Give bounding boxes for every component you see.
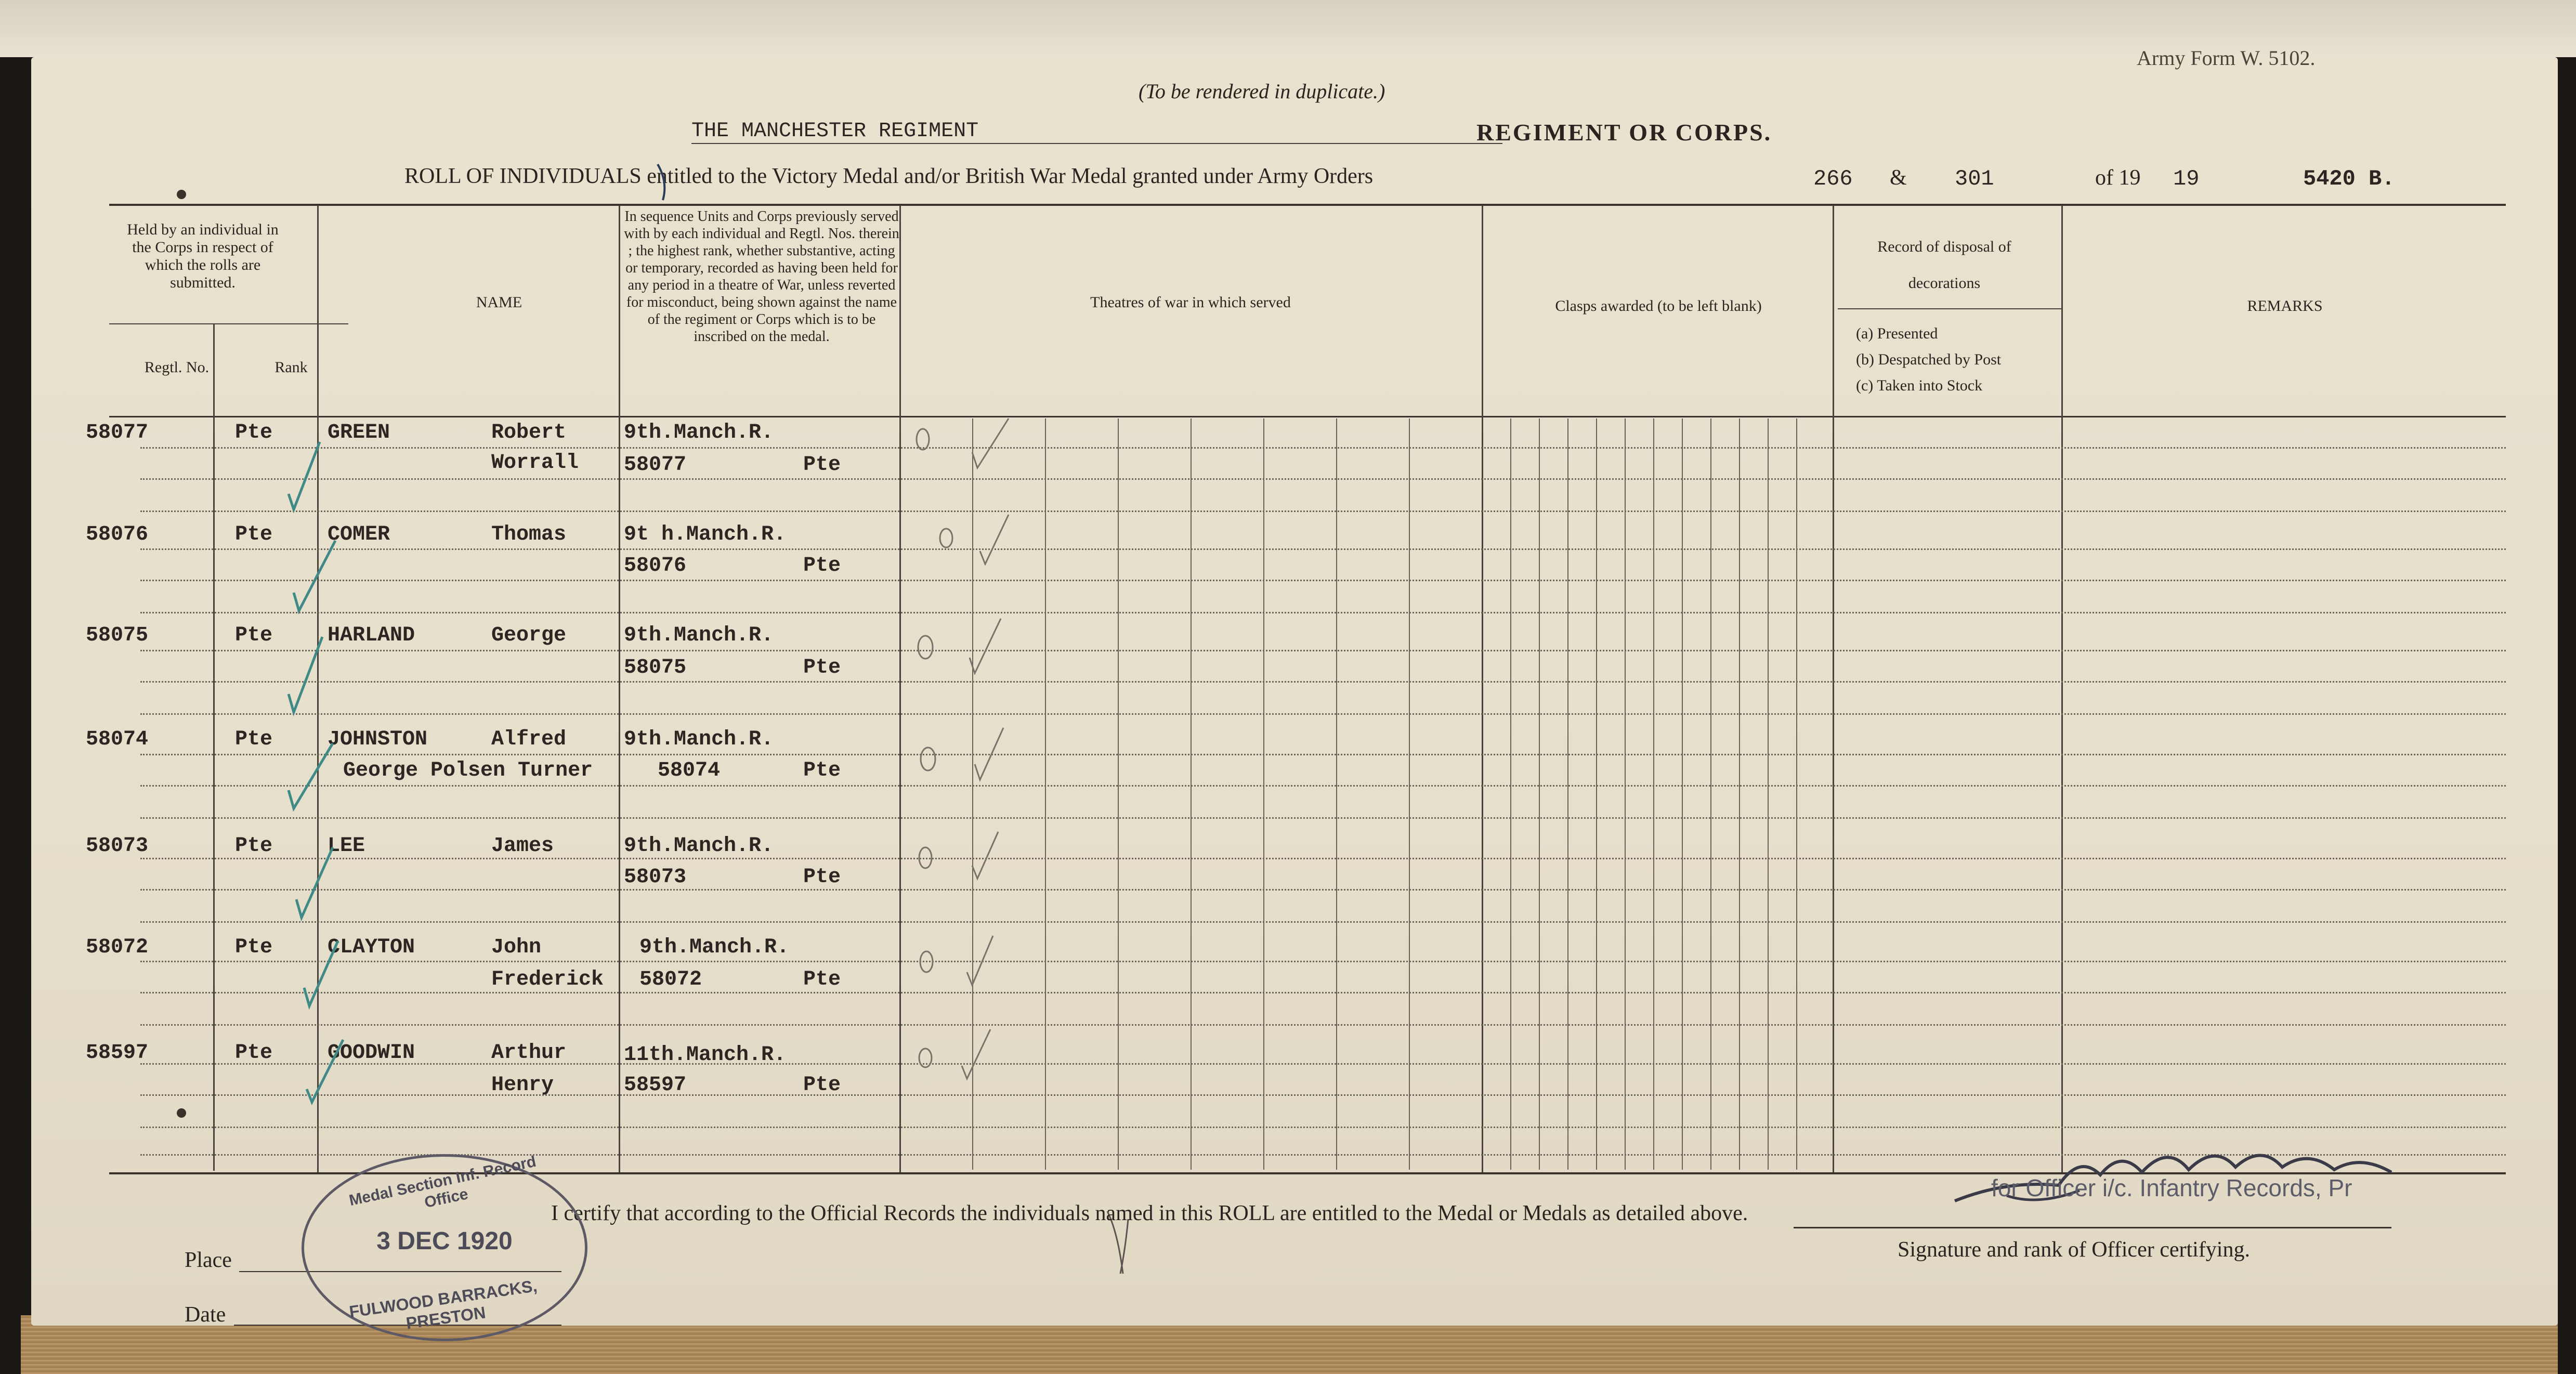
regtl-no: 58597 <box>86 1041 149 1065</box>
check-icon <box>289 743 333 808</box>
regiment-or-corps-label: REGIMENT OR CORPS. <box>1476 119 1772 146</box>
stamp-top-text: Medal Section Inf. Record Office <box>347 1153 538 1212</box>
green-check-marks <box>289 442 343 1102</box>
unit-number: 58597 <box>624 1074 687 1097</box>
unit: 11th.Manch.R. <box>624 1043 787 1067</box>
form-number: Army Form W. 5102. <box>2137 46 2316 70</box>
unit-number: 58077 <box>624 453 687 477</box>
disposal-option-a: (a) Presented <box>1856 325 1938 342</box>
regtl-no: 58072 <box>86 936 149 959</box>
date-label: Date <box>185 1303 226 1327</box>
forename: Arthur <box>491 1041 567 1065</box>
year-value: 19 <box>2173 166 2200 191</box>
unit: 9th.Manch.R. <box>624 728 774 751</box>
regtl-no: 58074 <box>86 728 149 751</box>
forename: Alfred <box>491 728 567 751</box>
place-label: Place <box>185 1248 232 1272</box>
certification-text: I certify that according to the Official Records the individuals named in this ROLL are entitled to the Medal or Medals as detailed above. <box>551 1201 1748 1225</box>
binding-hole <box>177 190 186 199</box>
surname: LEE <box>328 834 365 858</box>
forename-line2: Henry <box>491 1074 554 1097</box>
disposal-header: Record of disposal of decorations <box>1877 238 2011 292</box>
unit-number: 58074 <box>658 759 721 782</box>
check-icon <box>980 515 1009 564</box>
binding-hole <box>177 1108 186 1118</box>
held-by-header: Held by an individual in the Corps in respect of which the rolls are submitted. <box>127 221 279 291</box>
regtl-no: 58075 <box>86 624 149 647</box>
check-icon <box>289 637 322 712</box>
surname: HARLAND <box>328 624 415 647</box>
circle-icon <box>918 636 933 659</box>
rank: Pte <box>235 1041 273 1065</box>
pencil-marks <box>917 418 1009 1079</box>
rank: Pte <box>235 421 273 444</box>
roll-reference: 5420 B. <box>2303 166 2395 191</box>
unit: 9t h.Manch.R. <box>624 523 787 546</box>
check-icon <box>972 832 998 879</box>
roll-page <box>31 46 2558 1333</box>
surname: GOODWIN <box>328 1041 415 1065</box>
clasps-header: Clasps awarded (to be left blank) <box>1555 297 1762 315</box>
unit-number: 58073 <box>624 866 687 889</box>
check-icon <box>296 847 333 918</box>
rank: Pte <box>235 834 273 858</box>
check-icon <box>962 1029 990 1079</box>
duplicate-note: (To be rendered in duplicate.) <box>1139 80 1385 103</box>
units-header: In sequence Units and Corps previously served with by each individual and Regtl. Nos. therein ; the highest rank, whether substantive, acting or temporary, recorded as having been held for any period in a theatre of War, unless reverted for misconduct, being shown against the name of the regiment or Corps which is to be inscribed on the medal. <box>624 208 899 345</box>
rank-header: Rank <box>274 359 308 376</box>
officer-title-stamp: for Officer i/c. Infantry Records, Pr <box>1991 1174 2352 1201</box>
forename-line2: Frederick <box>491 968 604 991</box>
rank: Pte <box>235 624 273 647</box>
check-icon <box>304 941 338 1006</box>
rank: Pte <box>235 523 273 546</box>
check-icon <box>967 936 993 985</box>
disposal-option-c: (c) Taken into Stock <box>1856 377 1983 394</box>
record-office-stamp <box>302 1154 587 1341</box>
unit-number: 58075 <box>624 656 687 679</box>
of-year-label: of 19 <box>2095 166 2141 190</box>
regtl-no: 58076 <box>86 523 149 546</box>
regtl-no: 58073 <box>86 834 149 858</box>
unit-rank: Pte <box>803 656 841 679</box>
unit-rank: Pte <box>803 554 841 578</box>
theatres-header: Theatres of war in which served <box>1090 294 1291 311</box>
army-order-2: 301 <box>1955 166 1994 191</box>
signature-label: Signature and rank of Officer certifying. <box>1898 1238 2250 1262</box>
army-order-1: 266 <box>1813 166 1853 191</box>
check-icon <box>294 541 335 611</box>
forename: Robert <box>491 421 567 444</box>
disposal-option-b: (b) Despatched by Post <box>1856 351 2002 368</box>
unit: 9th.Manch.R. <box>639 936 790 959</box>
stamp-bottom-text: FULWOOD BARRACKS, PRESTON <box>348 1276 539 1333</box>
check-icon <box>289 442 320 509</box>
rank: Pte <box>235 936 273 959</box>
remarks-header: REMARKS <box>2247 297 2323 315</box>
check-icon <box>972 418 1009 468</box>
unit: 9th.Manch.R. <box>624 834 774 858</box>
unit: 9th.Manch.R. <box>624 624 774 647</box>
forename: John <box>491 936 542 959</box>
check-icon <box>307 1040 343 1102</box>
regtl-no-header: Regtl. No. <box>144 359 210 376</box>
circle-icon <box>917 429 929 450</box>
regiment-name: THE MANCHESTER REGIMENT <box>691 120 979 143</box>
unit-rank: Pte <box>803 866 841 889</box>
forename-line2: George Polsen Turner <box>343 759 593 782</box>
stamp-date: 3 DEC 1920 <box>376 1227 513 1255</box>
unit-number: 58072 <box>639 968 702 991</box>
unit-number: 58076 <box>624 554 687 578</box>
circle-icon <box>919 847 932 868</box>
regtl-no: 58077 <box>86 421 149 444</box>
forename: Thomas <box>491 523 567 546</box>
check-icon <box>975 728 1003 780</box>
circle-icon <box>919 1049 932 1067</box>
unit-rank: Pte <box>803 759 841 782</box>
surname: JOHNSTON <box>328 728 428 751</box>
surname: CLAYTON <box>328 936 415 959</box>
unit-rank: Pte <box>803 968 841 991</box>
ink-stroke <box>658 164 664 200</box>
check-icon <box>970 619 1001 673</box>
unit: 9th.Manch.R. <box>624 421 774 444</box>
surname: GREEN <box>328 421 390 444</box>
forename-line2: Worrall <box>491 451 579 475</box>
unit-rank: Pte <box>803 1074 841 1097</box>
circle-icon <box>920 951 933 972</box>
circle-icon <box>940 529 952 547</box>
roll-title: ROLL OF INDIVIDUALS entitled to the Victory Medal and/or British War Medal granted under Army Orders <box>404 164 1374 188</box>
forename: James <box>491 834 554 858</box>
signature-line <box>1794 1227 2391 1228</box>
name-header: NAME <box>476 294 522 311</box>
forename: George <box>491 624 567 647</box>
circle-icon <box>921 748 935 770</box>
ampersand: & <box>1890 166 1907 190</box>
unit-rank: Pte <box>803 453 841 477</box>
rank: Pte <box>235 728 273 751</box>
surname: COMER <box>328 523 390 546</box>
